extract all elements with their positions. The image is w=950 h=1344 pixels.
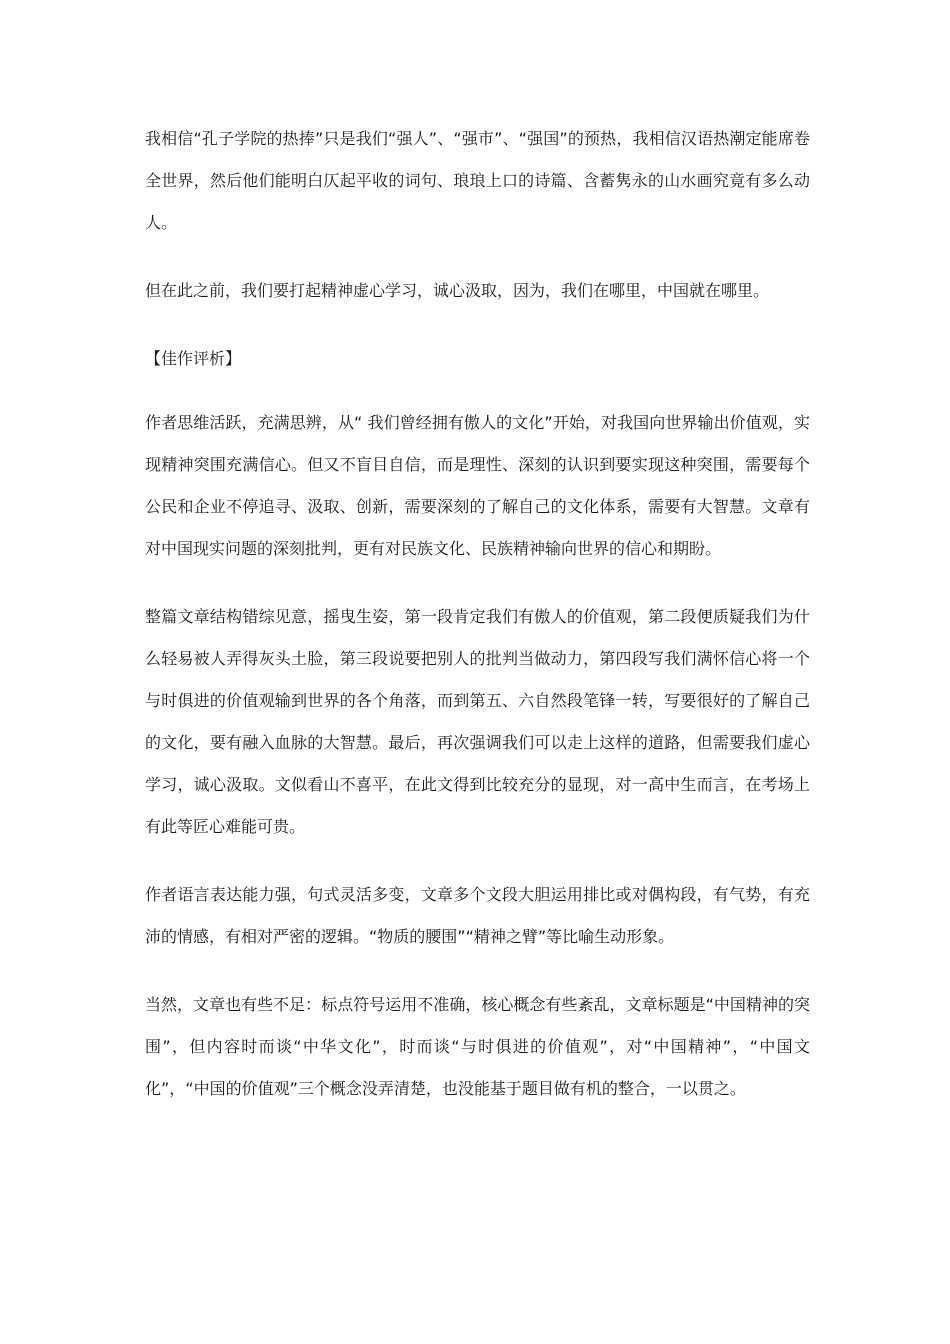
review-paragraph-1: 作者思维活跃，充满思辨，从“ 我们曾经拥有傲人的文化”开始，对我国向世界输出价值观，实现精神突围充满信心。但又不盲目自信，而是理性、深刻的认识到要实现这种突围，需要每个公民和企业不停追寻、汲取、创新，需要深刻的了解自己的文化体系，需要有大智慧。文章有对中国现实问题的深刻批判，更有对民族文化、民族精神输向世界的信心和期盼。 <box>145 413 810 558</box>
document-body <box>145 118 810 1136</box>
review-paragraph-2: 整篇文章结构错综见意，摇曳生姿，第一段肯定我们有傲人的价值观，第二段便质疑我们为什么轻易被人弄得灰头土脸，第三段说要把别人的批判当做动力，第四段写我们满怀信心将一个与时俱进的价值观输到世界的各个角落，而到第五、六自然段笔锋一转，写要很好的了解自己的文化，要有融入血脉的大智慧。最后，再次强调我们可以走上这样的道路，但需要我们虚心学习，诚心汲取。文似看山不喜平，在此文得到比较充分的显现，对一高中生而言，在考场上有此等匠心难能可贵。 <box>145 607 810 836</box>
review-paragraph-3: 作者语言表达能力强，句式灵活多变，文章多个文段大胆运用排比或对偶构段，有气势，有充沛的情感，有相对严密的逻辑。“物质的腰围”“精神之臂”等比喻生动形象。 <box>145 885 810 946</box>
section-heading: 【佳作评析】 <box>145 349 242 368</box>
essay-paragraph-2: 但在此之前，我们要打起精神虚心学习，诚心汲取，因为，我们在哪里，中国就在哪里。 <box>145 281 770 300</box>
essay-paragraph-1: 我相信“孔子学院的热捧”只是我们“强人”、“强市”、“强国”的预热，我相信汉语热潮定能席卷全世界，然后他们能明白仄起平收的词句、琅琅上口的诗篇、含蓄隽永的山水画究竟有多么动人。 <box>145 129 810 232</box>
review-paragraph-4: 当然，文章也有些不足：标点符号运用不准确，核心概念有些紊乱，文章标题是“中国精神的突围”，但内容时而谈“中华文化”，时而谈“与时俱进的价值观”，对“中国精神”，“中国文化”，“中国的价值观”三个概念没弄清楚，也没能基于题目做有机的整合，一以贯之。 <box>145 995 810 1098</box>
